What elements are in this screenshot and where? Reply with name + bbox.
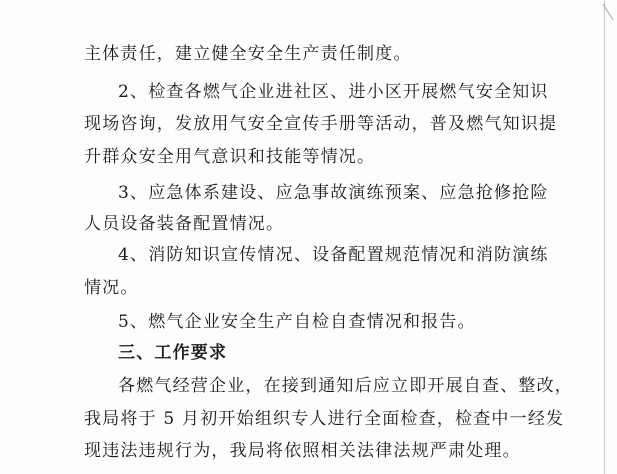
- paragraph-line: 人员设备装备配置情况。: [84, 214, 285, 234]
- paragraph-line: 我局将于 5 月初开始组织专人进行全面检查，检查中一经发: [84, 409, 565, 429]
- paragraph-line: 升群众安全用气意识和技能等情况。: [84, 147, 376, 167]
- paragraph-line: 4、消防知识宣传情况、设备配置规范情况和消防演练: [118, 245, 549, 265]
- page-corner-mark: [601, 2, 615, 22]
- paragraph-line: 各燃气经营企业，在接到通知后应立即开展自查、整改，: [118, 376, 573, 396]
- paragraph-line: 3、应急体系建设、应急事故演练预案、应急抢修抢险: [118, 183, 549, 203]
- paragraph-line: 现场咨询，发放用气安全宣传手册等活动，普及燃气知识提: [84, 114, 558, 134]
- paragraph-line: 情况。: [84, 278, 139, 298]
- paragraph-line: 主体责任，建立健全安全生产责任制度。: [84, 44, 412, 64]
- paragraph-line: 现违法违规行为，我局将依照相关法律法规严肃处理。: [84, 441, 521, 461]
- paragraph-line: 2、检查各燃气企业进社区、进小区开展燃气安全知识: [118, 82, 549, 102]
- paragraph-line: 5、燃气企业安全生产自检自查情况和报告。: [118, 312, 476, 332]
- section-heading: 三、工作要求: [118, 343, 228, 363]
- page-edge-line: [604, 0, 605, 474]
